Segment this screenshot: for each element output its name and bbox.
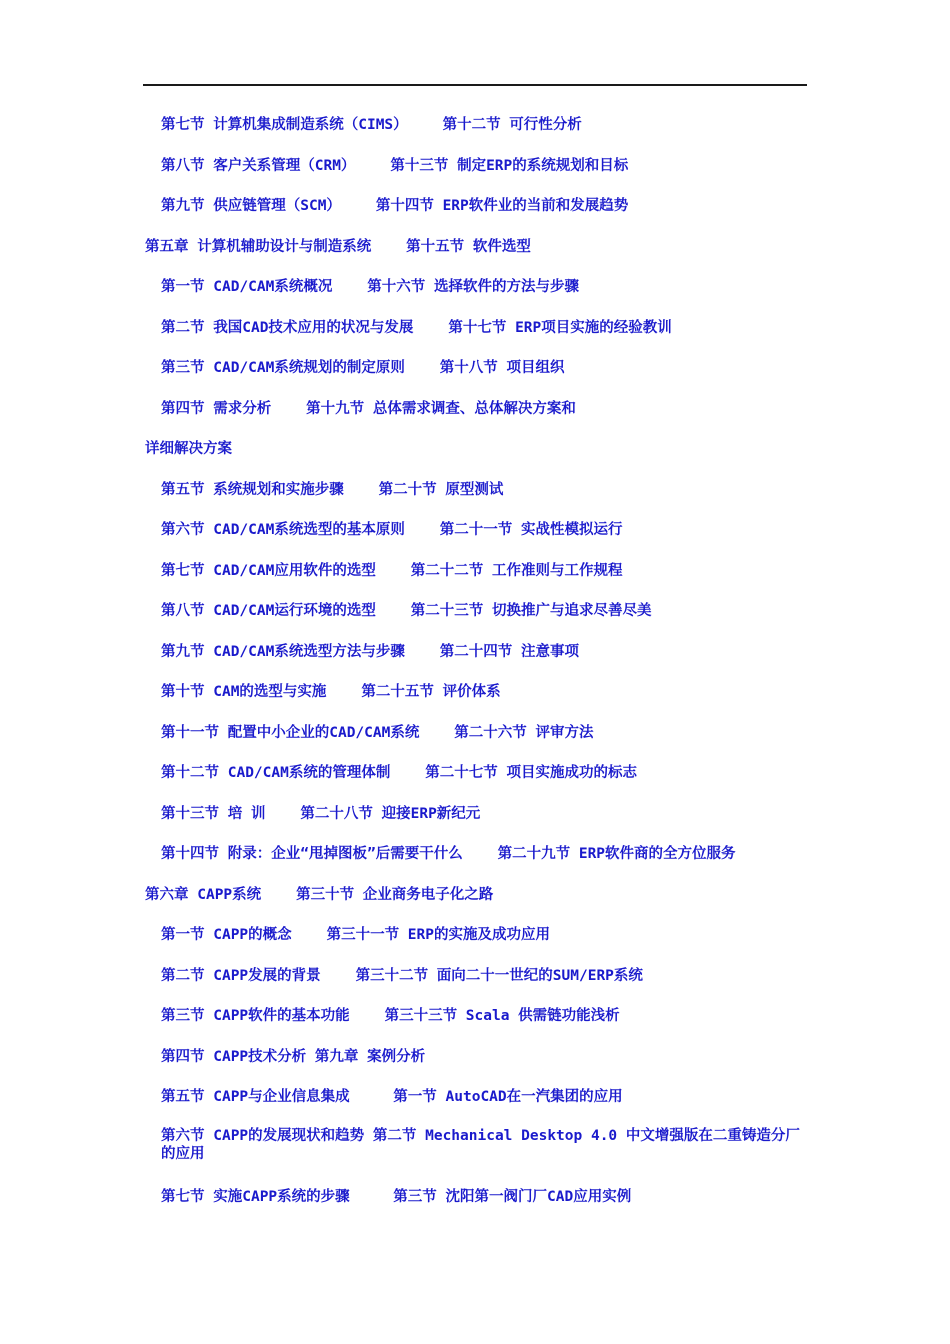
toc-chapter-line: 第五章 计算机辅助设计与制造系统 第十五节 软件选型 xyxy=(145,238,531,255)
toc-continuation-line: 详细解决方案 xyxy=(145,441,232,457)
toc-line: 第五节 CAPP与企业信息集成 第一节 AutoCAD在一汽集团的应用 xyxy=(161,1089,623,1105)
toc-line: 第八节 CAD/CAM运行环境的选型 第二十三节 切换推广与追求尽善尽美 xyxy=(161,603,652,619)
toc-line: 第十四节 附录：企业“甩掉图板”后需要干什么 第二十九节 ERP软件商的全方位服务 xyxy=(161,846,736,862)
toc-line: 第一节 CAD/CAM系统概况 第十六节 选择软件的方法与步骤 xyxy=(161,279,579,295)
table-of-contents xyxy=(145,114,810,1226)
toc-line: 第一节 CAPP的概念 第三十一节 ERP的实施及成功应用 xyxy=(161,927,550,943)
toc-line: 第七节 实施CAPP系统的步骤 第三节 沈阳第一阀门厂CAD应用实例 xyxy=(161,1188,632,1205)
toc-line: 第四节 CAPP技术分析 第九章 案例分析 xyxy=(161,1048,426,1065)
toc-line: 第二节 CAPP发展的背景 第三十二节 面向二十一世纪的SUM/ERP系统 xyxy=(161,967,643,984)
toc-line: 第九节 供应链管理（SCM） 第十四节 ERP软件业的当前和发展趋势 xyxy=(161,198,629,214)
toc-line: 第三节 CAD/CAM系统规划的制定原则 第十八节 项目组织 xyxy=(161,360,565,376)
header-rule xyxy=(143,84,807,86)
toc-line: 第十一节 配置中小企业的CAD/CAM系统 第二十六节 评审方法 xyxy=(161,724,594,741)
toc-line: 第十二节 CAD/CAM系统的管理体制 第二十七节 项目实施成功的标志 xyxy=(161,765,637,781)
toc-line: 第十节 CAM的选型与实施 第二十五节 评价体系 xyxy=(161,684,501,700)
toc-line: 第四节 需求分析 第十九节 总体需求调查、总体解决方案和 xyxy=(161,400,576,417)
toc-line: 第六节 CAPP的发展现状和趋势 第二节 Mechanical Desktop 4.0 中文增强版在二重铸造分厂的应用 xyxy=(161,1127,800,1162)
toc-line: 第八节 客户关系管理（CRM） 第十三节 制定ERP的系统规划和目标 xyxy=(161,157,629,174)
toc-line: 第二节 我国CAD技术应用的状况与发展 第十七节 ERP项目实施的经验教训 xyxy=(161,319,672,336)
toc-line: 第五节 系统规划和实施步骤 第二十节 原型测试 xyxy=(161,481,504,498)
toc-chapter-line: 第六章 CAPP系统 第三十节 企业商务电子化之路 xyxy=(145,886,494,903)
toc-line: 第七节 计算机集成制造系统（CIMS） 第十二节 可行性分析 xyxy=(161,117,582,133)
toc-line: 第九节 CAD/CAM系统选型方法与步骤 第二十四节 注意事项 xyxy=(161,643,579,660)
toc-line: 第六节 CAD/CAM系统选型的基本原则 第二十一节 实战性模拟运行 xyxy=(161,522,623,538)
toc-line: 第十三节 培 训 第二十八节 迎接ERP新纪元 xyxy=(161,805,481,822)
toc-line: 第七节 CAD/CAM应用软件的选型 第二十二节 工作准则与工作规程 xyxy=(161,562,623,579)
toc-line: 第三节 CAPP软件的基本功能 第三十三节 Scala 供需链功能浅析 xyxy=(161,1008,620,1024)
